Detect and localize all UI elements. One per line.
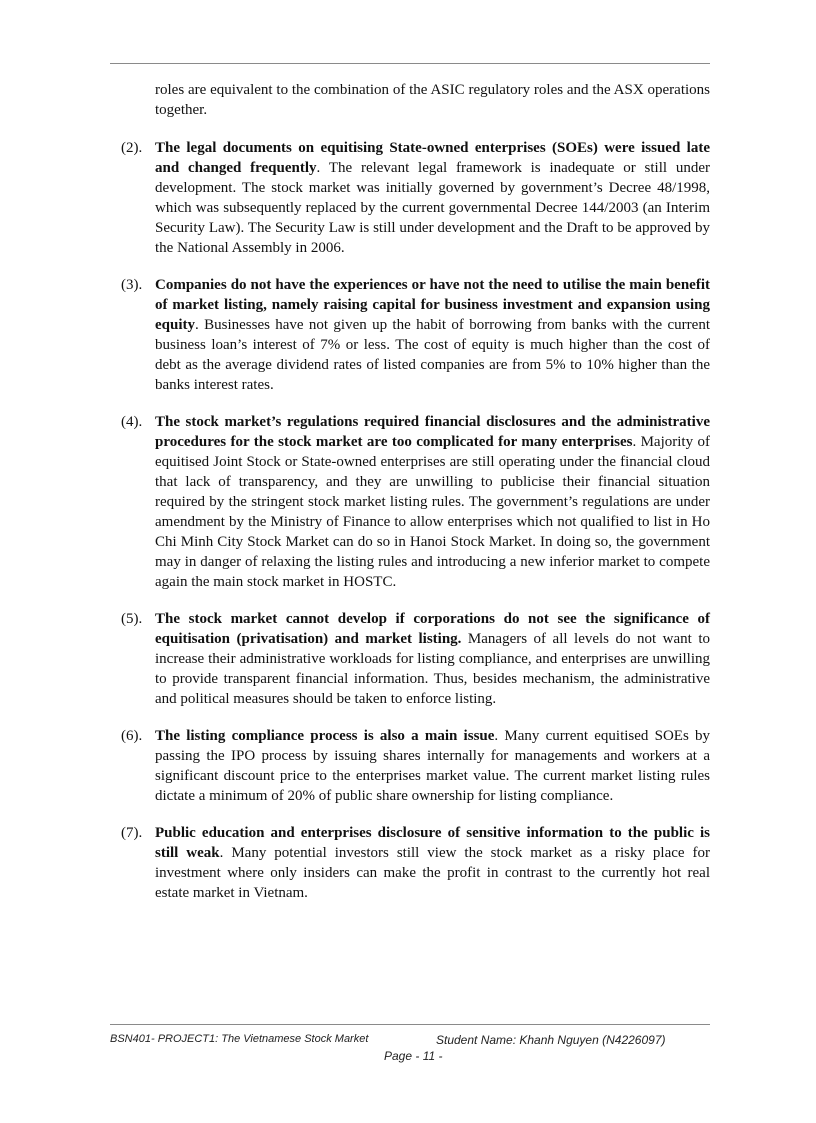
footer-course: BSN401- PROJECT1: The Vietnamese Stock Market <box>110 1033 369 1045</box>
item-body: . Many current equitised SOEs by passing the IPO process by issuing shares internally for managements and workers at a significant discount price to the enterprises market value. The current market listing rules dictate a minimum of 20% of public share ownership for listing compliance. <box>155 728 710 804</box>
item-body: Managers of all levels do not want to increase their administrative workloads for listing compliance, and enterprises are unwilling to provide transparent financial information. Thus, besides mechanism, the administrative and political measures should be taken to enforce listing. <box>155 631 710 707</box>
item-heading: Public education and enterprises disclosure of sensitive information to the public is still weak <box>155 825 710 861</box>
footer-rule <box>110 1024 710 1025</box>
item-text <box>155 823 710 903</box>
list-item <box>0 609 816 709</box>
item-number: (3). <box>121 277 143 293</box>
item-body: . Many potential investors still view the stock market as a risky place for investment where only insiders can make the profit in contrast to the currently hot real estate market in Vietnam. <box>155 845 710 901</box>
intro-paragraph: roles are equivalent to the combination of the ASIC regulatory roles and the ASX operations together. <box>155 82 710 118</box>
list-item <box>0 412 816 592</box>
item-heading: The legal documents on equitising State-owned enterprises (SOEs) were issued late and changed frequently <box>155 140 710 176</box>
item-number: (5). <box>121 611 143 627</box>
footer-page-number: Page - 11 - <box>384 1049 443 1063</box>
item-body: . Majority of equitised Joint Stock or State-owned enterprises are still operating under the financial cloud that lack of transparency, and they are unwilling to publicise their financial situation required by the stringent stock market listing rules. The government’s regulations are under amendment by the Ministry of Finance to allow enterprises which not qualified to list in Ho Chi Minh City Stock Market can do so in Hanoi Stock Market. In doing so, the government may in danger of relaxing the listing rules and introducing a new inferior market to compete again the main stock market in HOSTC. <box>155 434 710 590</box>
item-heading: The stock market cannot develop if corporations do not see the significance of equitisation (privatisation) and market listing. <box>155 611 710 647</box>
item-number: (2). <box>121 140 143 156</box>
item-text <box>155 609 710 709</box>
numbered-list <box>0 138 816 920</box>
item-heading: The stock market’s regulations required financial disclosures and the administrative procedures for the stock market are too complicated for many enterprises <box>155 414 710 450</box>
item-heading: Companies do not have the experiences or have not the need to utilise the main benefit of market listing, namely raising capital for business investment and expansion using equity <box>155 277 710 333</box>
item-text <box>155 726 710 806</box>
item-body: . The relevant legal framework is inadequate or still under development. The stock market was initially governed by government’s Decree 48/1998, which was subsequently replaced by the current governmental Decree 144/2003 (an Interim Security Law). The Security Law is still under development and the Draft to be approved by the National Assembly in 2006. <box>155 160 710 256</box>
list-item <box>0 726 816 806</box>
item-text <box>155 275 710 395</box>
list-item <box>0 275 816 395</box>
item-number: (7). <box>121 825 143 841</box>
footer-student: Student Name: Khanh Nguyen (N4226097) <box>436 1033 666 1047</box>
header-rule <box>110 63 710 64</box>
item-number: (6). <box>121 728 143 744</box>
list-item <box>0 823 816 903</box>
item-text <box>155 412 710 592</box>
list-item <box>0 138 816 258</box>
item-text <box>155 138 710 258</box>
item-heading: The listing compliance process is also a main issue <box>155 728 495 744</box>
item-body: . Businesses have not given up the habit of borrowing from banks with the current business loan’s interest of 7% or less. The cost of equity is much higher than the cost of debt as the average dividend rates of listed companies are from 5% to 10% higher than the banks interest rates. <box>155 317 710 393</box>
item-number: (4). <box>121 414 143 430</box>
